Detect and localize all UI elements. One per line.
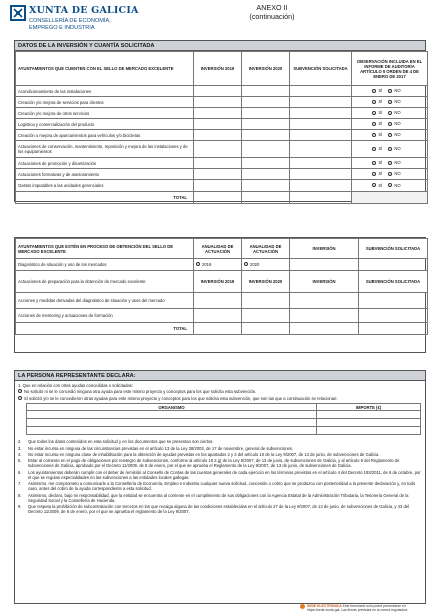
prep-col-investment: INVERSIÓN bbox=[290, 271, 359, 293]
subsidy-field[interactable] bbox=[290, 141, 352, 158]
investment-row bbox=[16, 180, 428, 192]
declaration-item-text: No estar incursa en ninguna clase de inhabilitación para la obtención de ayudas previstas en los apartados 2 y 3 del artículo 10 de la Ley 9/2007, de 13 de junio, de subvenciones de Galicia. bbox=[28, 451, 380, 457]
radio-circle-icon[interactable] bbox=[372, 133, 376, 137]
investment-2019-field[interactable] bbox=[194, 108, 242, 119]
investment-row-label: Actuaciones de conservación, mantenimiento, reposición y mejora de las instalaciones y de los equipamientos bbox=[16, 141, 194, 158]
investment-row bbox=[16, 169, 428, 180]
col-subsidy: SUBVENCIÓN SOLICITADA bbox=[290, 52, 352, 86]
audit-observation-options bbox=[352, 180, 428, 192]
subsidy-field[interactable] bbox=[290, 158, 352, 169]
subsidy-field[interactable] bbox=[290, 169, 352, 180]
department bbox=[29, 18, 169, 31]
footer-text bbox=[307, 604, 428, 612]
declaration-item-text: Asimismo, declaro, bajo mi responsabilidad, que la entidad se encuentra al corriente en el cumplimiento de sus obligaciones con la Agencia Estatal de la Administración Tributaria, la Tesorería General de la Seguridad Social y la Consellería de Hacienda. bbox=[28, 492, 409, 503]
option-yes-label: SÍ bbox=[378, 146, 383, 152]
year-2019-label: 2019 bbox=[202, 261, 212, 267]
col-investment-2019: INVERSIÓN 2019 bbox=[194, 52, 242, 86]
radio-circle-icon[interactable] bbox=[372, 183, 376, 187]
investment-row-label: Logística y comercialización del producto bbox=[16, 119, 194, 130]
footer-notice: Este formulario solo podrá presentarse en https://sede.xunta.gal. Las firmas previstas en la norma reguladora bbox=[307, 604, 408, 612]
declaration-body bbox=[15, 381, 425, 517]
diagnosis-investment-field[interactable] bbox=[290, 259, 359, 271]
radio-circle-icon[interactable] bbox=[388, 172, 392, 176]
declaration-item bbox=[18, 504, 422, 514]
option-no-other-aid[interactable] bbox=[18, 389, 422, 394]
process-col-year-2: ANUALIDAD DE ACTUACIÓN bbox=[242, 239, 290, 259]
process-row-preparation-label: Actuaciones de preparación para la obtención de mercado excelente bbox=[16, 271, 194, 293]
investment-2019-field[interactable] bbox=[194, 169, 242, 180]
investment-row bbox=[16, 86, 428, 97]
mentoring-inv-2019-field[interactable] bbox=[194, 309, 242, 323]
radio-circle-icon[interactable] bbox=[244, 262, 248, 266]
investment-row-label: Creación y/o mejora de otros servicios bbox=[16, 108, 194, 119]
radio-circle-icon[interactable] bbox=[388, 122, 392, 126]
radio-circle-icon[interactable] bbox=[372, 161, 376, 165]
declaration-item bbox=[18, 481, 422, 491]
total-investment-2019[interactable] bbox=[194, 192, 242, 204]
radio-circle-icon[interactable] bbox=[388, 183, 392, 187]
process-row-diagnosis-label: Diagnóstico de situación y uso de los mercados bbox=[16, 259, 194, 271]
subsidy-field[interactable] bbox=[290, 180, 352, 192]
declaration-item-number: 3. bbox=[18, 445, 22, 451]
option-yes-label: SÍ bbox=[378, 171, 383, 177]
option-yes-label: SÍ bbox=[378, 99, 383, 105]
declaration-item-number: 6. bbox=[18, 469, 22, 475]
investment-row-label: Creación o mejora de aparcamientos para vehículos y/o bicicletas bbox=[16, 130, 194, 141]
process-total-label: TOTAL bbox=[16, 323, 194, 335]
radio-circle-icon[interactable] bbox=[388, 147, 392, 151]
investment-row bbox=[16, 97, 428, 108]
option-yes[interactable] bbox=[372, 132, 382, 137]
radio-circle-icon[interactable] bbox=[388, 89, 392, 93]
option-yes-label: SÍ bbox=[378, 121, 383, 127]
investment-row-label: Creación y/o mejora de servicios para clientes bbox=[16, 97, 194, 108]
option-yes[interactable] bbox=[372, 146, 382, 151]
process-total-subsidy[interactable] bbox=[359, 323, 428, 335]
department-line-1: CONSELLERÍA DE ECONOMÍA, bbox=[29, 18, 111, 24]
col-amount: IMPORTE (€) bbox=[317, 404, 421, 411]
footer bbox=[300, 604, 428, 612]
process-col-concept: AYUNTAMIENTOS QUE ESTÉN EN PROCESO DE OBTENCIÓN DEL SELLO DE MERCADO EXCELENTE bbox=[16, 239, 194, 259]
investment-2020-field[interactable] bbox=[242, 169, 290, 180]
organism-field[interactable] bbox=[27, 419, 317, 427]
radio-circle-icon[interactable] bbox=[18, 396, 22, 400]
radio-circle-icon[interactable] bbox=[372, 111, 376, 115]
option-yes-label: SÍ bbox=[378, 88, 383, 94]
process-col-subsidy: SUBVENCIÓN SOLICITADA bbox=[359, 239, 428, 259]
audit-observation-options bbox=[352, 158, 428, 169]
investment-2019-field[interactable] bbox=[194, 158, 242, 169]
investment-row bbox=[16, 108, 428, 119]
investment-total-label: TOTAL bbox=[16, 192, 194, 204]
measures-investment-field[interactable] bbox=[290, 293, 359, 309]
declaration-item-text: Que todos los datos contenidos en esta solicitud y en los documentos que se presentan son ciertos. bbox=[28, 439, 214, 445]
investment-2020-field[interactable] bbox=[242, 180, 290, 192]
investment-section-title: DATOS DE LA INVERSIÓN Y CUANTÍA SOLICITADA bbox=[15, 41, 425, 51]
footer-brand: SEDE ELECTRÓNICA bbox=[307, 604, 342, 608]
amount-field[interactable] bbox=[317, 411, 421, 419]
process-total-inv-2020[interactable] bbox=[242, 323, 290, 335]
option-no-label: NO bbox=[394, 171, 401, 177]
declaration-item-text: Los ayuntamientos deberán cumplir con el deber de remisión al Consello de Contas de las cuentas generales de cada ejercicio en los términos previstos en el artículo 4 del Decreto 193/2011, de 6 de octubre, por el que se regulan especialidades en las subvenciones a las entidades locales gallegas. bbox=[28, 469, 421, 480]
subsidy-field[interactable] bbox=[290, 108, 352, 119]
amount-field[interactable] bbox=[317, 427, 421, 435]
mentoring-inv-2020-field[interactable] bbox=[242, 309, 290, 323]
investment-2020-field[interactable] bbox=[242, 86, 290, 97]
total-subsidy[interactable] bbox=[290, 192, 352, 204]
xunta-emblem-icon bbox=[10, 5, 26, 21]
audit-observation-options bbox=[352, 119, 428, 130]
declaration-item bbox=[18, 458, 422, 468]
declaration-item bbox=[18, 493, 422, 503]
investment-row bbox=[16, 158, 428, 169]
option-no-label: NO bbox=[394, 110, 401, 116]
option-no-other-aid-label: No solicitó ni se le concedió ninguna otra ayuda para este mismo proyecto y conceptos para los que solicita esta subvención. bbox=[24, 389, 257, 395]
declaration-item-1: 1. Que en relación con otras ayudas concedidas o solicitadas: bbox=[18, 383, 133, 388]
measures-inv-2019-field[interactable] bbox=[194, 293, 242, 309]
radio-circle-icon[interactable] bbox=[388, 133, 392, 137]
radio-circle-icon[interactable] bbox=[372, 122, 376, 126]
year-2019-option[interactable] bbox=[194, 259, 242, 271]
subsidy-field[interactable] bbox=[290, 86, 352, 97]
option-no[interactable] bbox=[388, 121, 400, 126]
option-yes[interactable] bbox=[372, 160, 382, 165]
radio-circle-icon[interactable] bbox=[372, 100, 376, 104]
declaration-item-text: No estar incursa en ninguna de las circunstancias previstas en el artículo 13 de la Ley 38/2003, de 17 de noviembre, general de subvenciones. bbox=[28, 445, 294, 451]
option-no-label: NO bbox=[394, 146, 401, 152]
year-2020-option[interactable] bbox=[242, 259, 290, 271]
declaration-items bbox=[18, 439, 422, 514]
process-col-investment: INVERSIÓN bbox=[290, 239, 359, 259]
investment-row bbox=[16, 130, 428, 141]
investment-row bbox=[16, 119, 428, 130]
declaration-item bbox=[18, 439, 422, 444]
audit-observation-options bbox=[352, 141, 428, 158]
option-yes[interactable] bbox=[372, 99, 382, 104]
process-row-measures bbox=[16, 293, 428, 309]
organism-field[interactable] bbox=[27, 411, 317, 419]
audit-observation-options bbox=[352, 169, 428, 180]
process-col-year: ANUALIDAD DE ACTUACIÓN bbox=[194, 239, 242, 259]
investment-2020-field[interactable] bbox=[242, 141, 290, 158]
radio-circle-icon[interactable] bbox=[388, 100, 392, 104]
process-row-diagnosis bbox=[16, 259, 428, 271]
declaration-item bbox=[18, 452, 422, 457]
investment-row bbox=[16, 141, 428, 158]
investment-2020-field[interactable] bbox=[242, 130, 290, 141]
option-no[interactable] bbox=[388, 132, 400, 137]
audit-observation-options bbox=[352, 86, 428, 97]
option-yes-label: SÍ bbox=[378, 182, 383, 188]
investment-2020-field[interactable] bbox=[242, 97, 290, 108]
investment-row-label: Gastos imputables a las unidades gerenciales bbox=[16, 180, 194, 192]
investment-2020-field[interactable] bbox=[242, 158, 290, 169]
option-yes-label: SÍ bbox=[378, 160, 383, 166]
option-other-aid-label: Sí solicitó y/o se le concedieron otras ayudas para este mismo proyecto y conceptos para los que solicita esta subvención, que son las que a continuación se relacionan: bbox=[24, 396, 338, 402]
declaration-item-number: 5. bbox=[18, 458, 22, 464]
declaration-item bbox=[18, 446, 422, 451]
investment-2019-field[interactable] bbox=[194, 119, 242, 130]
declaration-item-number: 4. bbox=[18, 451, 22, 457]
subsidy-field[interactable] bbox=[290, 119, 352, 130]
declaration-item-number: 8. bbox=[18, 492, 22, 498]
option-yes[interactable] bbox=[372, 121, 382, 126]
process-row-mentoring bbox=[16, 309, 428, 323]
investment-2020-field[interactable] bbox=[242, 119, 290, 130]
audit-observation-options bbox=[352, 130, 428, 141]
total-empty bbox=[352, 192, 428, 204]
option-no[interactable] bbox=[388, 110, 400, 115]
option-no[interactable] bbox=[388, 183, 400, 188]
process-total-inv-2019[interactable] bbox=[194, 323, 242, 335]
xunta-logo bbox=[10, 4, 170, 38]
option-yes[interactable] bbox=[372, 171, 382, 176]
investment-2019-field[interactable] bbox=[194, 180, 242, 192]
process-row-measures-label: Acciones y medidas derivadas del diagnóstico de situación y usos del mercado bbox=[16, 293, 194, 309]
option-no[interactable] bbox=[388, 88, 400, 93]
option-no[interactable] bbox=[388, 146, 400, 151]
option-no-label: NO bbox=[394, 121, 401, 127]
declaration-item-text: Asimismo, me comprometo a comunicarle a la Consellería de Economía, Empleo e Industria cualquier nueva solicitud, concesión o cobro que se produzca con posterioridad a la presente declaración y, en todo caso, antes del cobro de la ayuda correspondiente a esta solicitud. bbox=[28, 481, 416, 492]
radio-circle-icon[interactable] bbox=[372, 89, 376, 93]
declaration-item-text: Que respeta la prohibición de subcontratación con terceros en los que recaiga alguna de las condiciones establecidas en el artículo 27 de la Ley 9/2007, de 13 de junio, de subvenciones de Galicia, y 43 del Decreto 11/2009, de 8 de enero, por el que se aprueba el reglamento de la Ley 9/2007. bbox=[28, 503, 410, 514]
option-no-label: NO bbox=[394, 99, 401, 105]
radio-circle-icon[interactable] bbox=[18, 389, 22, 393]
option-yes[interactable] bbox=[372, 88, 382, 93]
process-table bbox=[15, 238, 428, 335]
annex-subtitle: (continuación) bbox=[249, 11, 295, 21]
prep-col-investment-2020: INVERSIÓN 2020 bbox=[242, 271, 290, 293]
option-yes-label: SÍ bbox=[378, 132, 383, 138]
year-2020-label: 2020 bbox=[250, 261, 260, 267]
header bbox=[10, 4, 430, 38]
investment-2019-field[interactable] bbox=[194, 141, 242, 158]
option-no-label: NO bbox=[394, 132, 401, 138]
radio-circle-icon[interactable] bbox=[196, 262, 200, 266]
investment-2019-field[interactable] bbox=[194, 86, 242, 97]
option-yes[interactable] bbox=[372, 183, 382, 188]
annex-label: ANEXO II bbox=[256, 3, 288, 12]
diagnosis-subsidy-field[interactable] bbox=[359, 259, 428, 271]
option-no-label: NO bbox=[394, 160, 401, 166]
radio-circle-icon[interactable] bbox=[388, 161, 392, 165]
subsidy-field[interactable] bbox=[290, 130, 352, 141]
radio-circle-icon[interactable] bbox=[372, 172, 376, 176]
option-no-label: NO bbox=[394, 182, 401, 188]
other-aid-table bbox=[26, 403, 421, 435]
measures-subsidy-field[interactable] bbox=[359, 293, 428, 309]
investment-section bbox=[14, 40, 426, 202]
total-investment-2020[interactable] bbox=[242, 192, 290, 204]
amount-field[interactable] bbox=[317, 419, 421, 427]
org-name: XUNTA DE GALICIA bbox=[29, 5, 139, 16]
option-no[interactable] bbox=[388, 160, 400, 165]
investment-table bbox=[15, 51, 428, 204]
option-no[interactable] bbox=[388, 171, 400, 176]
prep-col-investment-2019: INVERSIÓN 2019 bbox=[194, 271, 242, 293]
option-other-aid[interactable] bbox=[18, 396, 422, 401]
annex-title bbox=[202, 4, 342, 21]
option-yes[interactable] bbox=[372, 110, 382, 115]
investment-row-label: Actuaciones formativas y de asesoramiento bbox=[16, 169, 194, 180]
organism-field[interactable] bbox=[27, 427, 317, 435]
investment-row-label: Acondicionamiento de las instalaciones bbox=[16, 86, 194, 97]
process-total-investment[interactable] bbox=[290, 323, 359, 335]
declaration-item-text: Estar al corriente en el pago de obligaciones por reintegro de subvenciones, conforme al artículo 10.2.g) de la Ley 9/2007, de 13 de junio, de subvenciones de Galicia, y al artículo 9 del Reglamento de subvenciones de Galicia, aprobado por el Decreto 11/2009, de 8 de enero, por el que se aprueba el Reglamento de la Ley 9/2007, de 13 de junio, de subvenciones de Galicia. bbox=[28, 458, 400, 469]
sede-logo-icon bbox=[300, 604, 305, 609]
investment-2020-field[interactable] bbox=[242, 108, 290, 119]
mentoring-investment-field[interactable] bbox=[290, 309, 359, 323]
declaration-item-number: 9. bbox=[18, 503, 22, 509]
audit-observation-options bbox=[352, 108, 428, 119]
col-concept: AYUNTAMIENTOS QUE CUENTEN CON EL SELLO DE MERCADO EXCELENTE bbox=[16, 52, 194, 86]
investment-row-label: Actuaciones de promoción y dinamización bbox=[16, 158, 194, 169]
mentoring-subsidy-field[interactable] bbox=[359, 309, 428, 323]
subsidy-field[interactable] bbox=[290, 97, 352, 108]
audit-observation-options bbox=[352, 97, 428, 108]
option-no[interactable] bbox=[388, 99, 400, 104]
declaration-item-number: 7. bbox=[18, 481, 22, 487]
process-row-preparation bbox=[16, 271, 428, 293]
col-organism: ORGANISMO bbox=[27, 404, 317, 411]
option-no-label: NO bbox=[394, 88, 401, 94]
declaration-item bbox=[18, 470, 422, 480]
col-investment-2020: INVERSIÓN 2020 bbox=[242, 52, 290, 86]
process-row-mentoring-label: Acciones de mentoring y actuaciones de formación bbox=[16, 309, 194, 323]
investment-2019-field[interactable] bbox=[194, 130, 242, 141]
col-audit-observation: OBSERVACIÓN INCLUIDA EN EL INFORME DE AUDITORÍA ARTÍCULO 5 ORDEN DE 4 DE ENERO DE 2017 bbox=[352, 52, 428, 86]
declaration-item-number: 2. bbox=[18, 439, 22, 445]
investment-2019-field[interactable] bbox=[194, 97, 242, 108]
department-line-2: EMPREGO E INDUSTRIA bbox=[29, 24, 95, 31]
declaration-section bbox=[14, 370, 426, 604]
process-section bbox=[14, 237, 426, 353]
measures-inv-2020-field[interactable] bbox=[242, 293, 290, 309]
prep-col-subsidy: SUBVENCIÓN SOLICITADA bbox=[359, 271, 428, 293]
radio-circle-icon[interactable] bbox=[372, 147, 376, 151]
radio-circle-icon[interactable] bbox=[388, 111, 392, 115]
option-yes-label: SÍ bbox=[378, 110, 383, 116]
declaration-title: LA PERSONA REPRESENTANTE DECLARA: bbox=[15, 371, 425, 381]
